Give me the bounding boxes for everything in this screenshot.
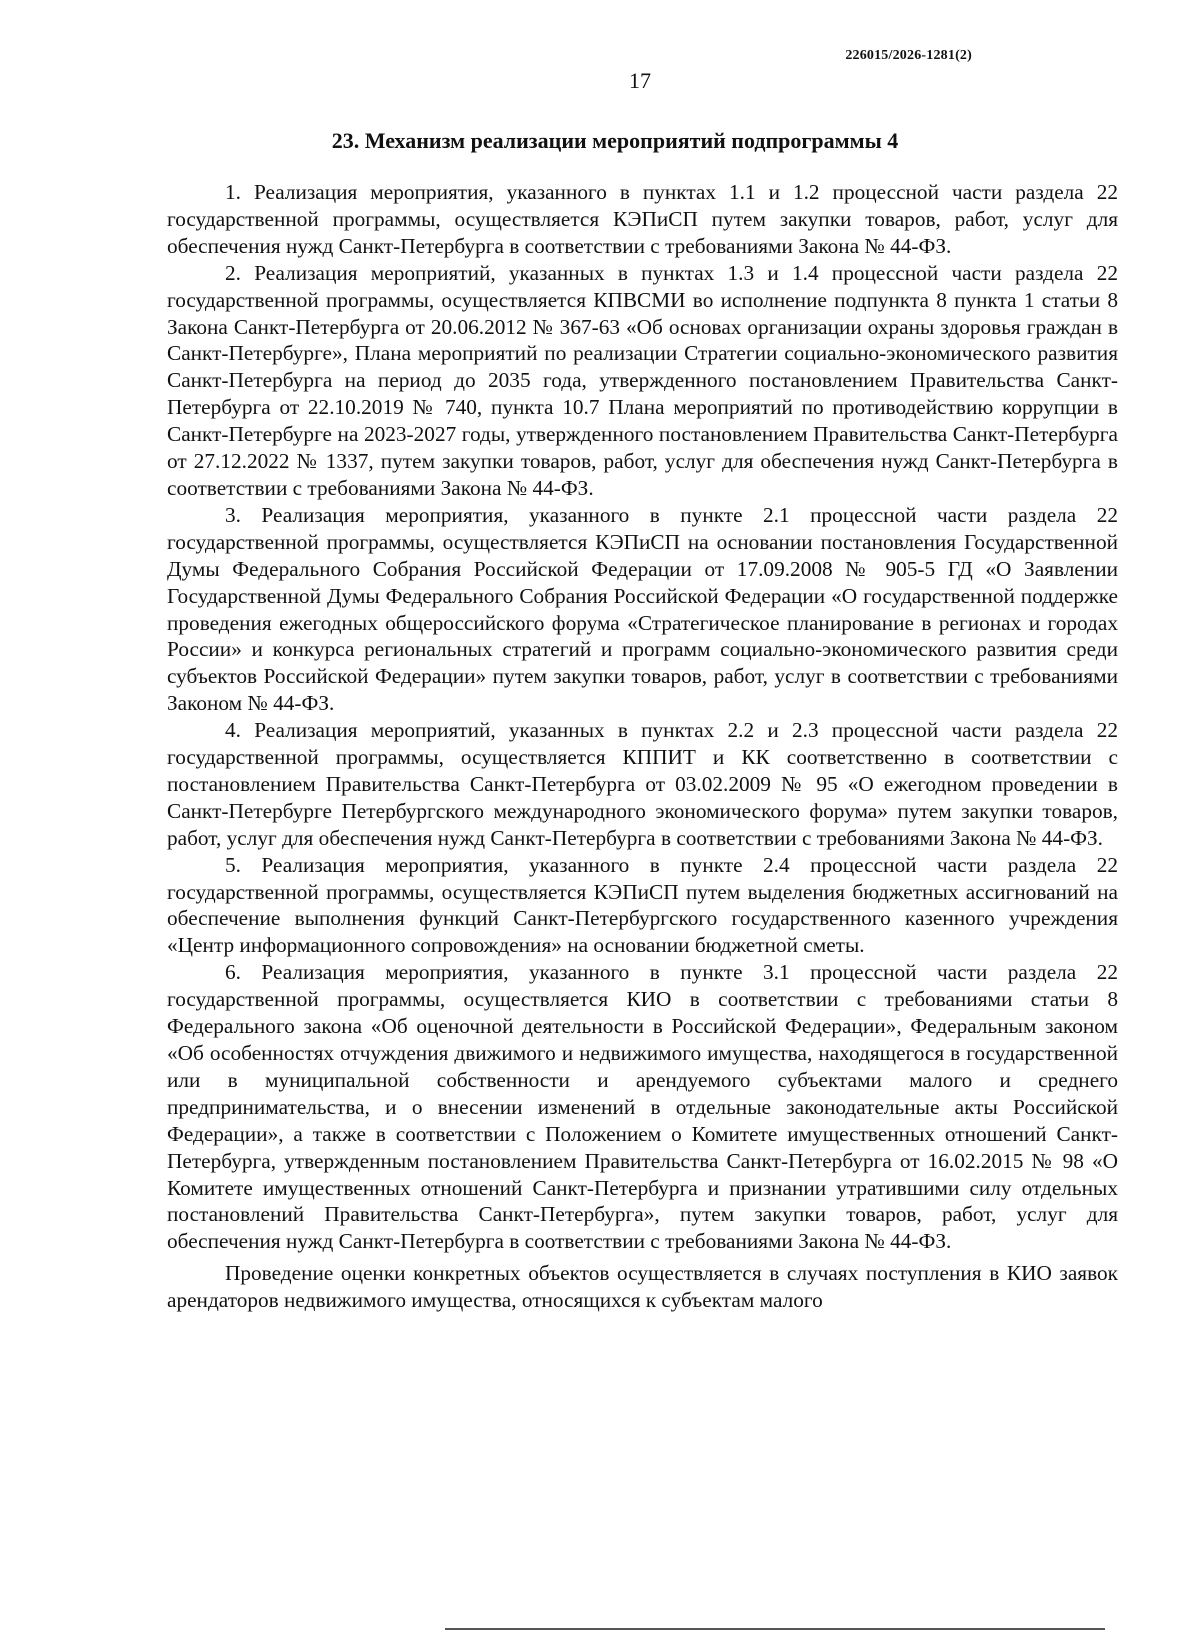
page-bottom-edge-line	[445, 1628, 1105, 1630]
paragraph-7: Проведение оценки конкретных объектов осуществляется в случаях поступления в КИО заявок арендаторов недвижимого имущества, относящихся к субъектам малого	[167, 1261, 1118, 1313]
paragraph-2: 2. Реализация мероприятий, указанных в пунктах 1.3 и 1.4 процессной части раздела 22 государственной программы, осуществляется КПВСМИ во исполнение подпункта 8 пункта 1 статьи 8 Закона Санкт-Петербурга от 20.06.2012 № 367-63 «Об основах организации охраны здоровья граждан в Санкт-Петербурге», Плана мероприятий по реализации Стратегии социально-экономического развития Санкт-Петербурга на период до 2035 года, утвержденного постановлением Правительства Санкт-Петербурга от 22.10.2019 № 740, пункта 10.7 Плана мероприятий по противодействию коррупции в Санкт-Петербурге на 2023-2027 годы, утвержденного постановлением Правительства Санкт-Петербурга от 27.12.2022 № 1337, путем закупки товаров, работ, услуг для обеспечения нужд Санкт-Петербурга в соответствии с требованиями Закона № 44-ФЗ.	[167, 260, 1118, 500]
paragraph-1: 1. Реализация мероприятия, указанного в пунктах 1.1 и 1.2 процессной части раздела 22 государственной программы, осуществляется КЭПиСП путем закупки товаров, работ, услуг для обеспечения нужд Санкт-Петербурга в соответствии с требованиями Закона № 44-ФЗ.	[167, 180, 1118, 258]
paragraph-4: 4. Реализация мероприятий, указанных в пунктах 2.2 и 2.3 процессной части раздела 22 государственной программы, осуществляется КППИТ и КК соответственно в соответствии с постановлением Правительства Санкт-Петербурга от 03.02.2009 № 95 «О ежегодном проведении в Санкт-Петербурге Петербургского международного экономического форума» путем закупки товаров, работ, услуг для обеспечения нужд Санкт-Петербурга в соответствии с требованиями Закона № 44-ФЗ.	[167, 718, 1118, 850]
document-body	[167, 179, 1118, 1314]
page-number: 17	[629, 68, 651, 93]
section-title: 23. Механизм реализации мероприятий подпрограммы 4	[331, 128, 899, 153]
document-registration-code: 226015/2026-1281(2)	[845, 48, 972, 63]
paragraph-6: 6. Реализация мероприятия, указанного в пункте 3.1 процессной части раздела 22 государственной программы, осуществляется КИО в соответствии с требованиями статьи 8 Федерального закона «Об оценочной деятельности в Российской Федерации», Федеральным законом «Об особенностях отчуждения движимого и недвижимого имущества, находящегося в государственной или в муниципальной собственности и арендуемого субъектами малого и среднего предпринимательства, и о внесении изменений в отдельные законодательные акты Российской Федерации», а также в соответствии с Положением о Комитете имущественных отношений Санкт-Петербурга, утвержденным постановлением Правительства Санкт-Петербурга от 16.02.2015 № 98 «О Комитете имущественных отношений Санкт-Петербурга и признании утратившими силу отдельных постановлений Правительства Санкт-Петербурга», путем закупки товаров, работ, услуг для обеспечения нужд Санкт-Петербурга в соответствии с требованиями Закона № 44-ФЗ.	[167, 960, 1118, 1254]
paragraph-5: 5. Реализация мероприятия, указанного в пункте 2.4 процессной части раздела 22 государственной программы, осуществляется КЭПиСП путем выделения бюджетных ассигнований на обеспечение выполнения функций Санкт-Петербургского государственного казенного учреждения «Центр информационного сопровождения» на основании бюджетной сметы.	[167, 852, 1118, 958]
paragraph-3: 3. Реализация мероприятия, указанного в пункте 2.1 процессной части раздела 22 государственной программы, осуществляется КЭПиСП на основании постановления Государственной Думы Федерального Собрания Российской Федерации от 17.09.2008 № 905-5 ГД «О Заявлении Государственной Думы Федерального Собрания Российской Федерации «О государственной поддержке проведения ежегодных общероссийского форума «Стратегическое планирование в регионах и городах России» и конкурса региональных стратегий и программ социально-экономического развития среди субъектов Российской Федерации» путем закупки товаров, работ, услуг в соответствии с требованиями Законом № 44-ФЗ.	[167, 502, 1118, 716]
